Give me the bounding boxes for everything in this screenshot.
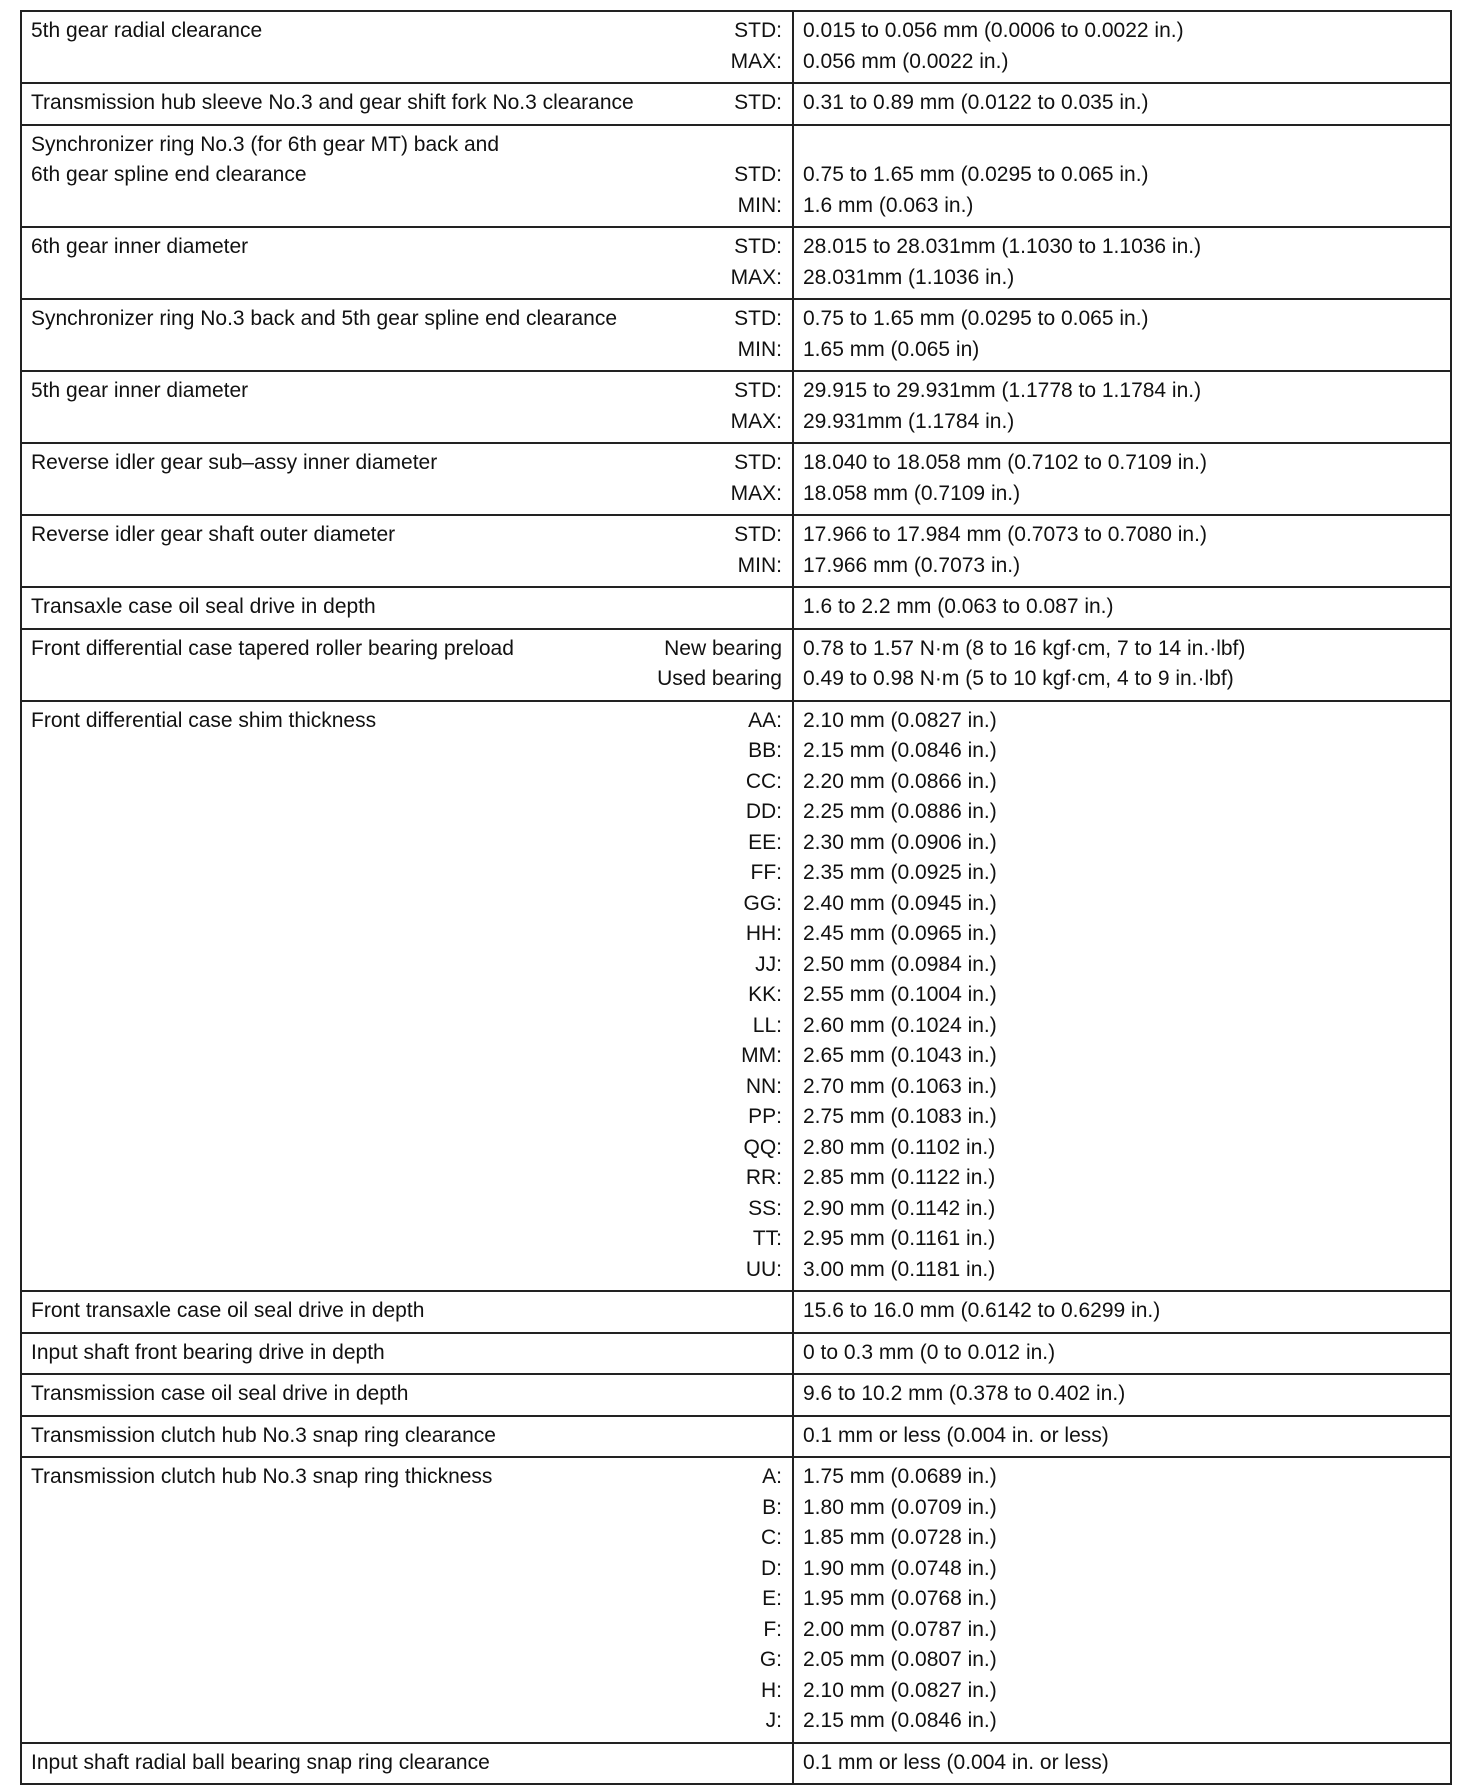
spec-item-text: 5th gear radial clearance xyxy=(31,19,263,42)
spec-row xyxy=(21,587,1451,629)
spec-tag: FF: xyxy=(750,861,782,884)
spec-tag: MIN: xyxy=(737,553,782,577)
spec-tag: NN: xyxy=(745,1074,782,1098)
spec-item-cell xyxy=(21,1743,793,1785)
spec-item-description xyxy=(31,520,782,551)
spec-tag: DD: xyxy=(745,800,782,823)
spec-tag: KK: xyxy=(748,983,782,1006)
spec-value-cell xyxy=(793,299,1451,371)
spec-value: 2.90 mm (0.1142 in.) xyxy=(803,1196,996,1220)
spec-table xyxy=(20,10,1452,1785)
spec-row xyxy=(21,1416,1451,1458)
spec-item-cell xyxy=(21,1333,793,1375)
spec-value: 1.65 mm (0.065 in) xyxy=(803,337,980,361)
spec-tag: MAX: xyxy=(730,49,782,73)
spec-value-cell xyxy=(793,1374,1451,1416)
spec-item-cell xyxy=(21,587,793,629)
spec-value: 0.015 to 0.056 mm (0.0006 to 0.0022 in.) xyxy=(803,19,1184,42)
spec-item-text: 5th gear inner diameter xyxy=(31,379,249,402)
spec-value: 2.15 mm (0.0846 in.) xyxy=(803,1709,997,1732)
spec-value: 1.80 mm (0.0709 in.) xyxy=(803,1495,997,1519)
spec-item-cell xyxy=(21,1457,793,1743)
spec-item-description xyxy=(31,1421,782,1452)
spec-value: 2.80 mm (0.1102 in.) xyxy=(803,1135,996,1159)
spec-item-text: Front differential case shim thickness xyxy=(31,708,377,732)
spec-value: 9.6 to 10.2 mm (0.378 to 0.402 in.) xyxy=(803,1382,1126,1405)
spec-tag: MM: xyxy=(741,1044,782,1067)
spec-tag: AA: xyxy=(748,708,782,732)
spec-tag: STD: xyxy=(734,307,782,330)
spec-row xyxy=(21,11,1451,83)
spec-row xyxy=(21,1333,1451,1375)
spec-tag-column xyxy=(731,232,782,293)
spec-tag: STD: xyxy=(734,379,782,402)
spec-value: 2.10 mm (0.0827 in.) xyxy=(803,708,997,732)
spec-value: 2.10 mm (0.0827 in.) xyxy=(803,1678,997,1702)
spec-value: 18.058 mm (0.7109 in.) xyxy=(803,481,1021,505)
spec-tag: J: xyxy=(765,1709,782,1732)
spec-tag: STD: xyxy=(734,19,782,42)
spec-tag: STD: xyxy=(734,523,782,546)
spec-tag: LL: xyxy=(752,1013,782,1037)
spec-item-description xyxy=(31,376,782,407)
spec-item-description xyxy=(31,706,782,737)
spec-item-description xyxy=(31,130,782,191)
spec-item-description xyxy=(31,448,782,479)
spec-row xyxy=(21,83,1451,125)
spec-tag: D: xyxy=(761,1556,782,1580)
spec-tag-column xyxy=(731,16,782,77)
spec-value: 0.056 mm (0.0022 in.) xyxy=(803,49,1009,73)
spec-table-body xyxy=(21,11,1451,1784)
spec-value-cell xyxy=(793,515,1451,587)
spec-value: 2.00 mm (0.0787 in.) xyxy=(803,1617,997,1641)
spec-value: 2.05 mm (0.0807 in.) xyxy=(803,1648,997,1671)
spec-item-cell xyxy=(21,1416,793,1458)
spec-value: 0.49 to 0.98 N·m (5 to 10 kgf·cm, 4 to 9 in.·lbf) xyxy=(803,667,1234,690)
spec-value-cell xyxy=(793,587,1451,629)
spec-item-text: Synchronizer ring No.3 back and 5th gear spline end clearance xyxy=(31,307,618,330)
spec-tag: PP: xyxy=(748,1105,782,1128)
spec-item-text: Transaxle case oil seal drive in depth xyxy=(31,595,376,618)
spec-item-cell xyxy=(21,443,793,515)
spec-item-text: Reverse idler gear sub–assy inner diameter xyxy=(31,451,438,474)
spec-value: 28.015 to 28.031mm (1.1030 to 1.1036 in.) xyxy=(803,235,1202,258)
spec-tag: STD: xyxy=(734,91,782,114)
spec-item-cell xyxy=(21,1291,793,1333)
spec-row xyxy=(21,1457,1451,1743)
spec-item-text: Transmission clutch hub No.3 snap ring thickness xyxy=(31,1465,493,1488)
spec-value: 2.85 mm (0.1122 in.) xyxy=(803,1166,996,1189)
spec-tag: GG: xyxy=(743,891,782,915)
spec-value-cell xyxy=(793,443,1451,515)
spec-item-cell xyxy=(21,83,793,125)
spec-value xyxy=(803,130,1440,161)
spec-tag: G: xyxy=(759,1648,782,1671)
spec-tag: BB: xyxy=(748,739,782,762)
spec-value: 2.25 mm (0.0886 in.) xyxy=(803,800,997,823)
spec-tag-column xyxy=(741,706,782,1286)
spec-item-cell xyxy=(21,1374,793,1416)
spec-tag: H: xyxy=(761,1678,782,1702)
spec-value: 2.75 mm (0.1083 in.) xyxy=(803,1105,997,1128)
spec-value-cell xyxy=(793,1416,1451,1458)
spec-row xyxy=(21,443,1451,515)
spec-tag-column xyxy=(731,448,782,509)
spec-tag: TT: xyxy=(752,1227,782,1250)
spec-tag: A: xyxy=(762,1465,782,1488)
spec-value-cell xyxy=(793,701,1451,1292)
spec-value-cell xyxy=(793,1743,1451,1785)
spec-item-cell xyxy=(21,629,793,701)
spec-value: 0.1 mm or less (0.004 in. or less) xyxy=(803,1750,1109,1774)
spec-item-text: Transmission clutch hub No.3 snap ring clearance xyxy=(31,1423,496,1447)
spec-item-text: Front differential case tapered roller bearing preload xyxy=(31,636,514,660)
spec-row xyxy=(21,125,1451,228)
spec-value-cell xyxy=(793,1457,1451,1743)
spec-value: 2.40 mm (0.0945 in.) xyxy=(803,891,997,915)
spec-item-description xyxy=(31,16,782,47)
spec-row xyxy=(21,1291,1451,1333)
spec-tag: C: xyxy=(761,1526,782,1549)
spec-tag-column xyxy=(734,304,782,365)
spec-item-cell xyxy=(21,11,793,83)
spec-value: 2.45 mm (0.0965 in.) xyxy=(803,922,997,945)
spec-item-description xyxy=(31,1379,782,1410)
spec-item-text: Front transaxle case oil seal drive in depth xyxy=(31,1299,425,1322)
spec-value: 0.75 to 1.65 mm (0.0295 to 0.065 in.) xyxy=(803,163,1149,186)
spec-tag: F: xyxy=(763,1617,782,1641)
spec-value: 2.70 mm (0.1063 in.) xyxy=(803,1074,997,1098)
spec-value: 3.00 mm (0.1181 in.) xyxy=(803,1257,996,1281)
spec-item-description xyxy=(31,304,782,335)
spec-item-text: 6th gear inner diameter xyxy=(31,235,249,258)
spec-value-cell xyxy=(793,1291,1451,1333)
spec-tag-column xyxy=(760,1462,782,1737)
spec-value-cell xyxy=(793,371,1451,443)
spec-item-description xyxy=(31,1338,782,1369)
spec-value: 2.55 mm (0.1004 in.) xyxy=(803,983,997,1006)
spec-value-cell xyxy=(793,11,1451,83)
spec-tag: MIN: xyxy=(737,193,782,217)
spec-item-description xyxy=(31,1748,782,1779)
spec-item-description xyxy=(31,232,782,263)
spec-row xyxy=(21,227,1451,299)
spec-tag: UU: xyxy=(745,1257,782,1281)
spec-value: 15.6 to 16.0 mm (0.6142 to 0.6299 in.) xyxy=(803,1299,1161,1322)
spec-tag-column xyxy=(734,88,782,119)
spec-value: 2.50 mm (0.0984 in.) xyxy=(803,952,997,976)
spec-tag: STD: xyxy=(734,235,782,258)
spec-value-cell xyxy=(793,83,1451,125)
spec-item-cell xyxy=(21,701,793,1292)
spec-row xyxy=(21,371,1451,443)
spec-tag: New bearing xyxy=(664,636,782,660)
spec-value: 1.75 mm (0.0689 in.) xyxy=(803,1465,997,1488)
spec-item-text: Transmission hub sleeve No.3 and gear shift fork No.3 clearance xyxy=(31,91,634,114)
spec-value-cell xyxy=(793,1333,1451,1375)
spec-tag: EE: xyxy=(748,830,782,854)
spec-tag: Used bearing xyxy=(657,667,782,690)
spec-tag: MAX: xyxy=(730,481,782,505)
spec-value: 1.6 to 2.2 mm (0.063 to 0.087 in.) xyxy=(803,595,1114,618)
spec-row xyxy=(21,629,1451,701)
spec-row xyxy=(21,1743,1451,1785)
spec-value: 1.85 mm (0.0728 in.) xyxy=(803,1526,997,1549)
spec-value: 2.30 mm (0.0906 in.) xyxy=(803,830,997,854)
spec-value: 17.966 to 17.984 mm (0.7073 to 0.7080 in.) xyxy=(803,523,1207,546)
spec-value: 28.031mm (1.1036 in.) xyxy=(803,265,1015,289)
spec-value: 0 to 0.3 mm (0 to 0.012 in.) xyxy=(803,1340,1056,1364)
spec-item-cell xyxy=(21,227,793,299)
spec-row xyxy=(21,701,1451,1292)
spec-item-text: 6th gear spline end clearance xyxy=(31,163,307,186)
spec-value-cell xyxy=(793,125,1451,228)
spec-tag xyxy=(734,130,782,161)
spec-item-text: Input shaft radial ball bearing snap ring clearance xyxy=(31,1750,490,1774)
spec-tag: JJ: xyxy=(755,952,782,976)
spec-tag: MAX: xyxy=(730,265,782,289)
spec-tag: RR: xyxy=(745,1166,782,1189)
spec-value: 17.966 mm (0.7073 in.) xyxy=(803,553,1021,577)
spec-value: 29.915 to 29.931mm (1.1778 to 1.1784 in.) xyxy=(803,379,1202,402)
spec-value-cell xyxy=(793,629,1451,701)
spec-value: 0.31 to 0.89 mm (0.0122 to 0.035 in.) xyxy=(803,91,1149,114)
spec-item-text: Transmission case oil seal drive in depth xyxy=(31,1382,409,1405)
spec-item-cell xyxy=(21,125,793,228)
spec-value-cell xyxy=(793,227,1451,299)
spec-item-description xyxy=(31,1462,782,1493)
spec-value: 2.35 mm (0.0925 in.) xyxy=(803,861,997,884)
spec-tag: MAX: xyxy=(730,409,782,433)
spec-tag: STD: xyxy=(734,451,782,474)
spec-value: 18.040 to 18.058 mm (0.7102 to 0.7109 in.) xyxy=(803,451,1207,474)
spec-value: 2.65 mm (0.1043 in.) xyxy=(803,1044,997,1067)
spec-value: 2.60 mm (0.1024 in.) xyxy=(803,1013,997,1037)
spec-item-cell xyxy=(21,515,793,587)
spec-value: 0.1 mm or less (0.004 in. or less) xyxy=(803,1423,1109,1447)
spec-row xyxy=(21,515,1451,587)
spec-tag: STD: xyxy=(734,163,782,186)
spec-item-cell xyxy=(21,299,793,371)
spec-value: 2.15 mm (0.0846 in.) xyxy=(803,739,997,762)
spec-value: 2.95 mm (0.1161 in.) xyxy=(803,1227,996,1250)
spec-item-description xyxy=(31,592,782,623)
spec-item-text: Input shaft front bearing drive in depth xyxy=(31,1340,385,1364)
spec-tag: B: xyxy=(762,1495,782,1519)
spec-item-text: Reverse idler gear shaft outer diameter xyxy=(31,523,396,546)
spec-row xyxy=(21,299,1451,371)
spec-tag-column xyxy=(734,130,782,222)
spec-row xyxy=(21,1374,1451,1416)
spec-value: 29.931mm (1.1784 in.) xyxy=(803,409,1015,433)
spec-item-description xyxy=(31,88,782,119)
spec-item-description xyxy=(31,1296,782,1327)
spec-value: 2.20 mm (0.0866 in.) xyxy=(803,769,997,793)
spec-tag: SS: xyxy=(748,1196,782,1220)
spec-value: 1.95 mm (0.0768 in.) xyxy=(803,1587,997,1610)
spec-value: 1.6 mm (0.063 in.) xyxy=(803,193,974,217)
spec-tag-column xyxy=(657,634,782,695)
spec-value: 1.90 mm (0.0748 in.) xyxy=(803,1556,997,1580)
spec-item-text: Synchronizer ring No.3 (for 6th gear MT) back and xyxy=(31,132,500,156)
spec-tag: MIN: xyxy=(737,337,782,361)
spec-item-cell xyxy=(21,371,793,443)
spec-value: 0.78 to 1.57 N·m (8 to 16 kgf·cm, 7 to 14 in.·lbf) xyxy=(803,636,1246,660)
spec-tag-column xyxy=(731,376,782,437)
spec-tag: QQ: xyxy=(743,1135,782,1159)
spec-tag: E: xyxy=(762,1587,782,1610)
spec-tag: CC: xyxy=(745,769,782,793)
spec-tag-column xyxy=(734,520,782,581)
spec-value: 0.75 to 1.65 mm (0.0295 to 0.065 in.) xyxy=(803,307,1149,330)
spec-tag: HH: xyxy=(745,922,782,945)
